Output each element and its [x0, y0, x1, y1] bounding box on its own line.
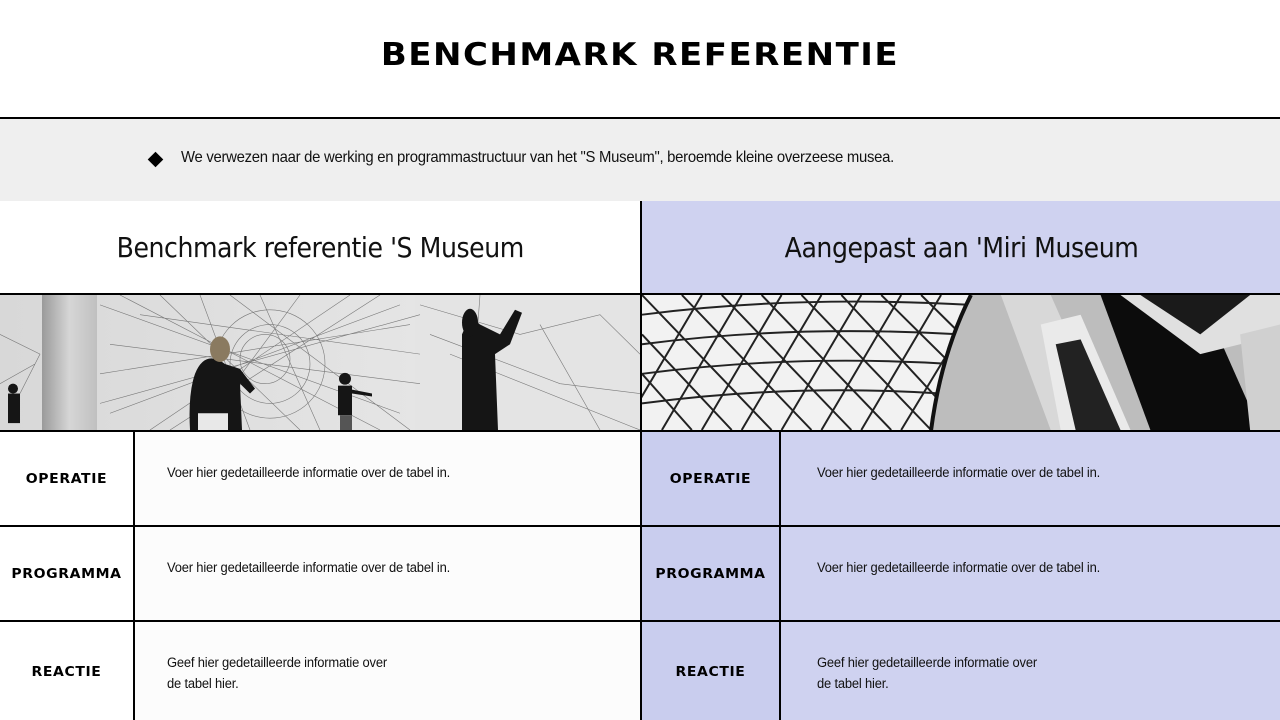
column-heading — [642, 201, 1280, 295]
museum-roof-photo-image — [642, 295, 1280, 430]
column-heading-text: Aangepast aan 'Miri Museum — [784, 230, 1138, 264]
row-content — [135, 527, 640, 620]
table-row-programma — [0, 527, 640, 622]
row-content-text: Voer hier gedetailleerde informatie over de tabel in. — [167, 560, 451, 575]
row-label-text: PROGRAMMA — [11, 565, 122, 582]
table-row-reactie — [0, 622, 640, 720]
row-label — [0, 432, 135, 525]
row-content-text: Voer hier gedetailleerde informatie over de tabel in. — [817, 465, 1101, 480]
table-row-reactie — [642, 622, 1280, 720]
adapted-column — [640, 201, 1280, 720]
row-label — [0, 527, 135, 620]
row-content — [781, 432, 1280, 525]
row-label — [642, 432, 781, 525]
row-content — [135, 432, 640, 525]
intro-banner — [0, 117, 1280, 203]
diamond-bullet-icon — [148, 152, 164, 168]
row-label-text: OPERATIE — [669, 470, 752, 487]
installation-photo — [0, 295, 640, 432]
row-label — [0, 622, 135, 720]
row-content — [781, 527, 1280, 620]
table-row-operatie — [0, 432, 640, 527]
row-content — [781, 622, 1280, 720]
table-row-operatie — [642, 432, 1280, 527]
row-content-text: Geef hier gedetailleerde informatie over de tabel hier. — [817, 655, 1037, 691]
table-row-programma — [642, 527, 1280, 622]
museum-roof-photo — [642, 295, 1280, 432]
column-heading — [0, 201, 640, 295]
column-heading-text: Benchmark referentie 'S Museum — [116, 230, 524, 264]
intro-text: We verwezen naar de werking en programmastructuur van het "S Museum", beroemde kleine overzeese musea. — [181, 149, 894, 166]
row-label-text: PROGRAMMA — [655, 565, 766, 582]
row-label-text: OPERATIE — [25, 470, 108, 487]
row-label — [642, 622, 781, 720]
row-content-text: Geef hier gedetailleerde informatie over de tabel hier. — [167, 655, 387, 691]
row-label-text: REACTIE — [31, 664, 102, 680]
row-label-text: REACTIE — [675, 664, 746, 680]
slide-title — [0, 0, 1280, 118]
row-content-text: Voer hier gedetailleerde informatie over de tabel in. — [817, 560, 1101, 575]
slide-title-text: BENCHMARK REFERENTIE — [380, 36, 900, 74]
row-content — [135, 622, 640, 720]
installation-photo-image — [0, 295, 640, 430]
row-label — [642, 527, 781, 620]
benchmark-column — [0, 201, 640, 720]
row-content-text: Voer hier gedetailleerde informatie over de tabel in. — [167, 465, 451, 480]
